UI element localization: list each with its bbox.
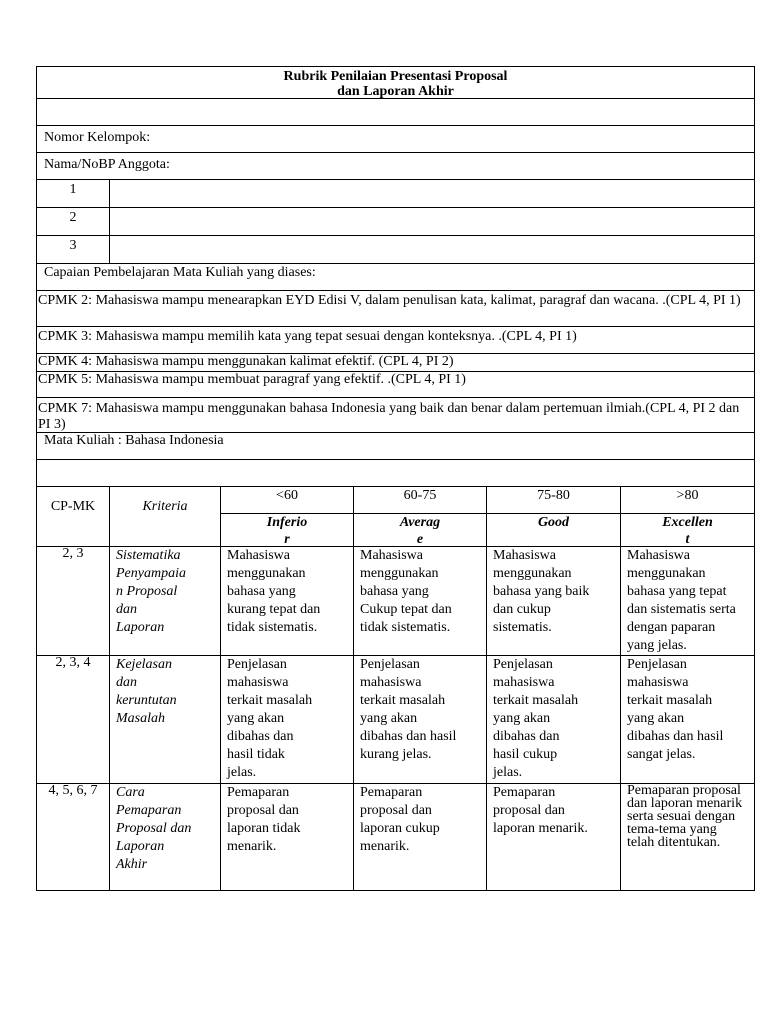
col-header-cp: CP-MK bbox=[37, 487, 110, 547]
cpmk-5: CPMK 5: Mahasiswa mampu membuat paragraf yang efektif. .(CPL 4, PI 1) bbox=[37, 372, 754, 398]
member-row-1 bbox=[37, 180, 754, 208]
kriteria-cell: Cara Pemaparan Proposal dan Laporan Akhir bbox=[110, 784, 221, 890]
score-cell-good: Mahasiswa menggunakan bahasa yang baik dan cukup sistematis. bbox=[487, 547, 621, 656]
col-header-kriteria: Kriteria bbox=[110, 487, 221, 547]
member-row-3 bbox=[37, 236, 754, 264]
level-header: Averag e bbox=[354, 514, 487, 547]
member-name-field[interactable] bbox=[110, 180, 754, 207]
cp-cell: 2, 3 bbox=[37, 547, 110, 656]
cp-cell: 4, 5, 6, 7 bbox=[37, 784, 110, 890]
rubric-document bbox=[36, 66, 755, 891]
member-number: 3 bbox=[37, 236, 110, 263]
cpmk-3: CPMK 3: Mahasiswa mampu memilih kata yang tepat sesuai dengan konteksnya. .(CPL 4, PI 1) bbox=[37, 327, 754, 354]
blank-row bbox=[37, 460, 754, 487]
score-cell-inferior: Penjelasan mahasiswa terkait masalah yang akan dibahas dan hasil tidak jelas. bbox=[221, 656, 354, 784]
kriteria-cell: Kejelasan dan keruntutan Masalah bbox=[110, 656, 221, 784]
range-header: 60-75 bbox=[354, 487, 487, 514]
cp-cell: 2, 3, 4 bbox=[37, 656, 110, 784]
nomor-kelompok-field[interactable]: Nomor Kelompok: bbox=[37, 126, 754, 153]
score-cell-excellent: Penjelasan mahasiswa terkait masalah yang akan dibahas dan hasil sangat jelas. bbox=[621, 656, 754, 784]
cpmk-7: CPMK 7: Mahasiswa mampu menggunakan bahasa Indonesia yang baik dan benar dalam pertemuan ilmiah.(CPL 4, PI 2 dan PI 3) bbox=[37, 398, 754, 433]
score-cell-average: Penjelasan mahasiswa terkait masalah yang akan dibahas dan hasil kurang jelas. bbox=[354, 656, 487, 784]
level-header: Inferio r bbox=[221, 514, 354, 547]
score-cell-average: Pemaparan proposal dan laporan cukup menarik. bbox=[354, 784, 487, 890]
score-cell-good: Pemaparan proposal dan laporan menarik. bbox=[487, 784, 621, 890]
range-header: >80 bbox=[621, 487, 754, 514]
mata-kuliah-label: Mata Kuliah : Bahasa Indonesia bbox=[37, 433, 754, 460]
document-title bbox=[37, 67, 754, 99]
member-number: 1 bbox=[37, 180, 110, 207]
member-name-field[interactable] bbox=[110, 236, 754, 263]
member-name-field[interactable] bbox=[110, 208, 754, 235]
score-cell-excellent: Pemaparan proposal dan laporan menarik serta sesuai dengan tema-tema yang telah ditentukan. bbox=[627, 783, 743, 850]
member-row-2 bbox=[37, 208, 754, 236]
title-line-1: Rubrik Penilaian Presentasi Proposal bbox=[283, 69, 508, 84]
range-header: 75-80 bbox=[487, 487, 621, 514]
blank-row bbox=[37, 99, 754, 126]
score-cell-inferior: Mahasiswa menggunakan bahasa yang kurang tepat dan tidak sistematis. bbox=[221, 547, 354, 656]
level-header: Good bbox=[487, 514, 621, 547]
kriteria-cell: Sistematika Penyampaia n Proposal dan Laporan bbox=[110, 547, 221, 656]
score-cell-inferior: Pemaparan proposal dan laporan tidak menarik. bbox=[221, 784, 354, 890]
level-header: Excellen t bbox=[621, 514, 754, 547]
cpmk-2: CPMK 2: Mahasiswa mampu menearapkan EYD Edisi V, dalam penulisan kata, kalimat, paragraf dan wacana. .(CPL 4, PI 1) bbox=[37, 291, 754, 327]
rubric-table bbox=[37, 487, 754, 890]
range-header: <60 bbox=[221, 487, 354, 514]
member-number: 2 bbox=[37, 208, 110, 235]
capaian-label: Capaian Pembelajaran Mata Kuliah yang diases: bbox=[37, 264, 754, 291]
title-line-2: dan Laporan Akhir bbox=[337, 84, 454, 99]
score-cell-good: Penjelasan mahasiswa terkait masalah yang akan dibahas dan hasil cukup jelas. bbox=[487, 656, 621, 784]
score-cell-average: Mahasiswa menggunakan bahasa yang Cukup tepat dan tidak sistematis. bbox=[354, 547, 487, 656]
cpmk-4: CPMK 4: Mahasiswa mampu menggunakan kalimat efektif. (CPL 4, PI 2) bbox=[37, 354, 754, 372]
nama-nobp-label: Nama/NoBP Anggota: bbox=[37, 153, 754, 180]
score-cell-excellent: Mahasiswa menggunakan bahasa yang tepat dan sistematis serta dengan paparan yang jelas. bbox=[621, 547, 754, 656]
